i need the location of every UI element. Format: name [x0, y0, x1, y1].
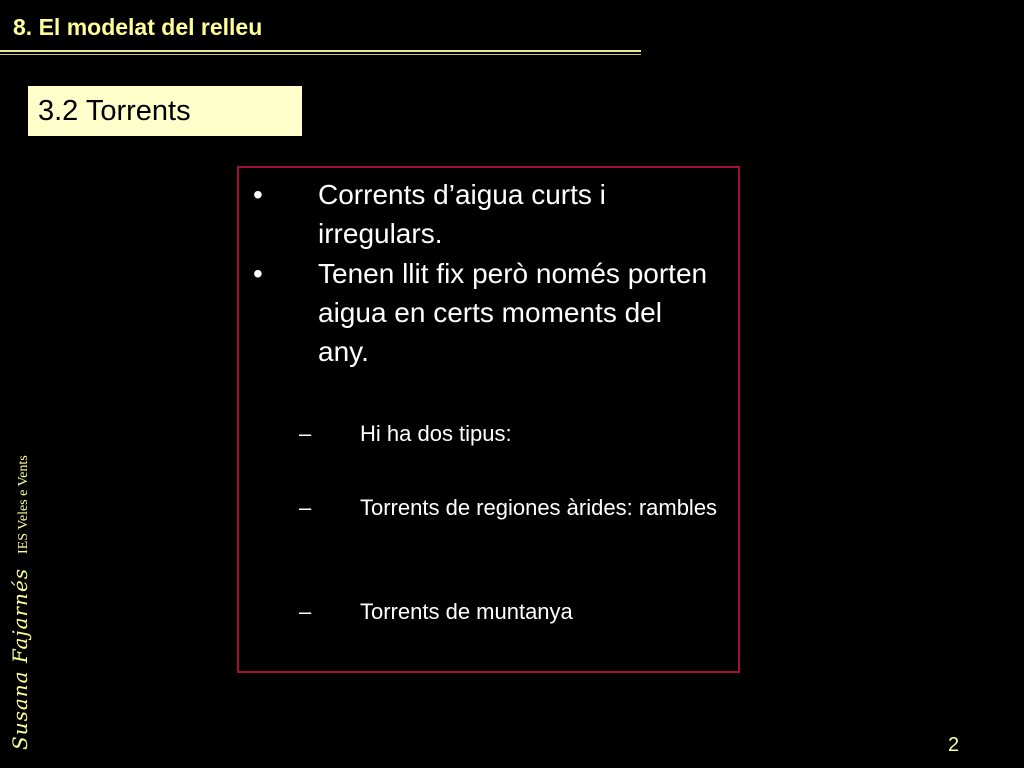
- bullet-text: Corrents d’aigua curts i irregulars.: [318, 179, 606, 249]
- header-rule-bottom: [0, 54, 641, 55]
- sub-bullet-text: Hi ha dos tipus:: [360, 421, 512, 446]
- bullet-marker: •: [253, 179, 263, 210]
- sub-bullet-text: Torrents de muntanya: [360, 599, 573, 624]
- sub-bullet-marker: –: [299, 495, 312, 520]
- chapter-title: 8. El modelat del relleu: [13, 14, 263, 40]
- school-name: IES Veles e Vents: [16, 455, 31, 554]
- sub-bullet-text: Torrents de regiones àrides: rambles: [360, 495, 718, 520]
- sub-bullet-marker: –: [299, 599, 312, 624]
- sub-bullet-marker: –: [299, 421, 312, 446]
- content-box: [237, 166, 740, 673]
- sidebar-credit: [8, 455, 32, 750]
- sub-bullet-item: [239, 492, 739, 556]
- section-title: 3.2 Torrents: [38, 95, 191, 127]
- header-rule-top: [0, 50, 641, 52]
- bullet-text: Tenen llit fix però només porten aigua en certs moments del any.: [318, 258, 708, 367]
- section-title-box: [28, 86, 302, 136]
- bullet-item: [239, 175, 739, 255]
- page-number: 2: [948, 734, 960, 756]
- bullet-item: [239, 254, 739, 374]
- author-name: Susana Fajarnés: [8, 567, 32, 750]
- sub-bullet-item: [239, 418, 739, 450]
- sub-bullet-item: [239, 596, 739, 628]
- bullet-marker: •: [253, 258, 263, 289]
